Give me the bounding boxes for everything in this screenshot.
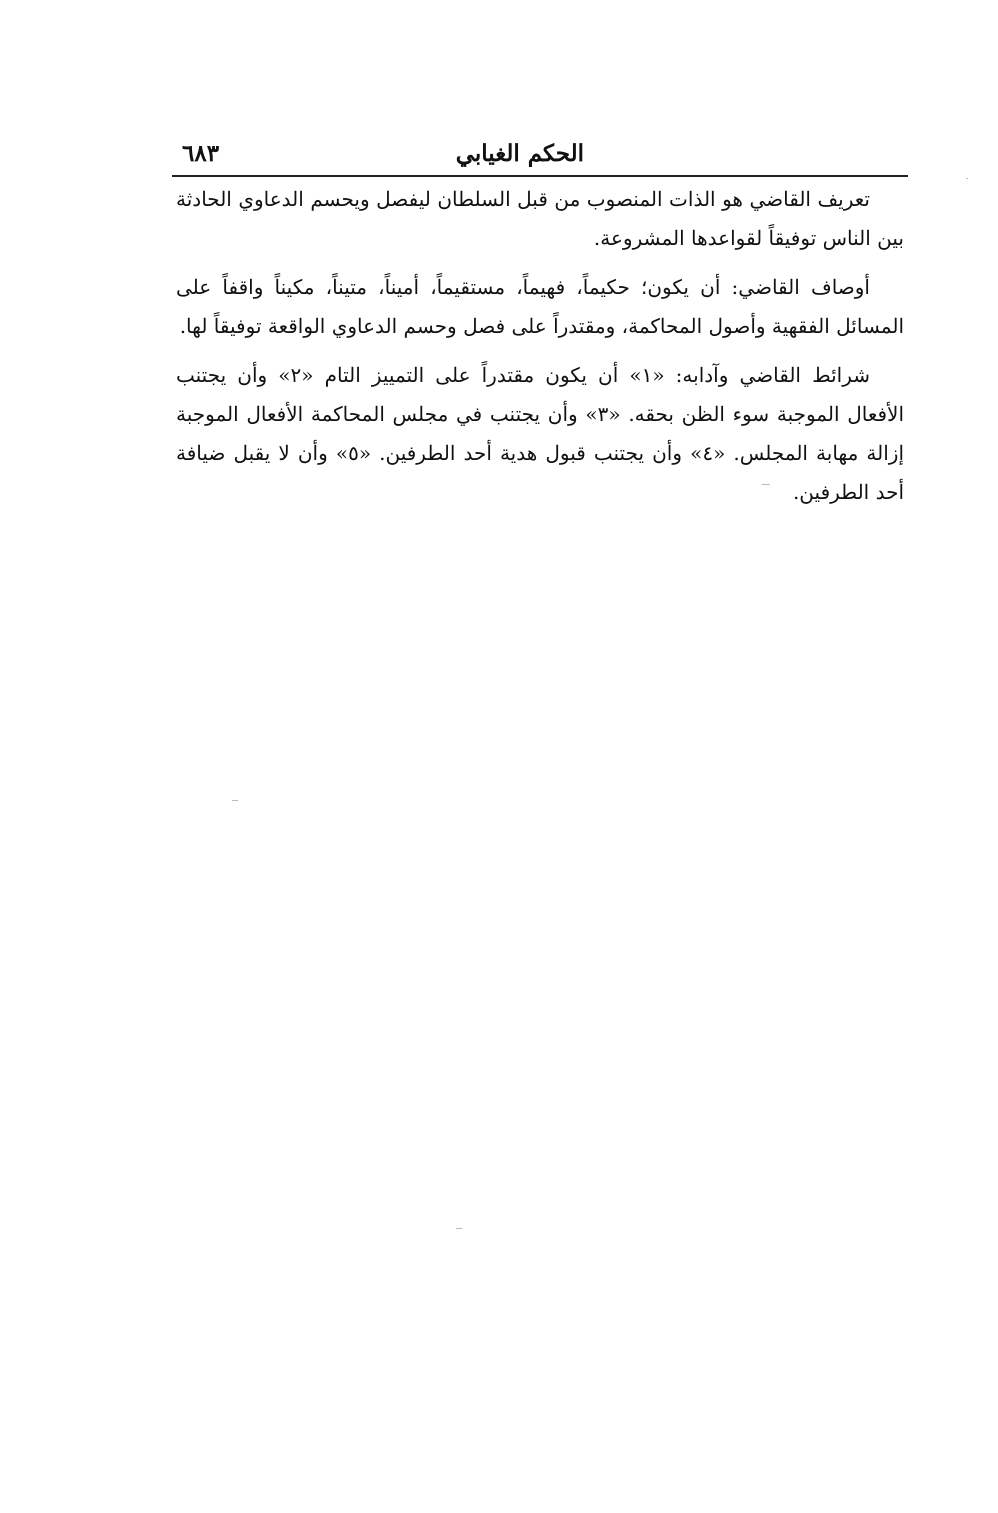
paragraph-judge-definition: تعريف القاضي هو الذات المنصوب من قبل السلطان ليفصل ويحسم الدعاوي الحادثة بين الناس توفيقاً لقواعدها المشروعة. bbox=[176, 187, 904, 250]
running-header bbox=[176, 138, 906, 172]
paragraph-judge-conditions: شرائط القاضي وآدابه: «١» أن يكون مقتدراً على التمييز التام «٢» وأن يجتنب الأفعال الموجبة سوء الظن بحقه. «٣» وأن يجتنب في مجلس المحاكمة الأفعال الموجبة إزالة مهابة المجلس. «٤» وأن يجتنب قبول هدية أحد الطرفين. «٥» وأن لا يقبل ضيافة أحد الطرفين. bbox=[176, 363, 905, 504]
page-number: ٦٨٣ bbox=[182, 140, 220, 167]
paragraph-judge-qualities: أوصاف القاضي: أن يكون؛ حكيماً، فهيماً، مستقيماً، أميناً، متيناً، مكيناً واقفاً على المسائل الفقهية وأصول المحاكمة، ومقتدراً على فصل وحسم الدعاوي الواقعة توفيقاً لها. bbox=[176, 275, 904, 338]
header-divider bbox=[172, 175, 908, 177]
scan-speck bbox=[966, 178, 968, 179]
scan-speck bbox=[232, 800, 238, 801]
body-text bbox=[176, 180, 904, 522]
scan-speck bbox=[762, 484, 770, 485]
scan-speck bbox=[456, 1228, 462, 1229]
chapter-title: الحكم الغيابي bbox=[455, 140, 584, 167]
